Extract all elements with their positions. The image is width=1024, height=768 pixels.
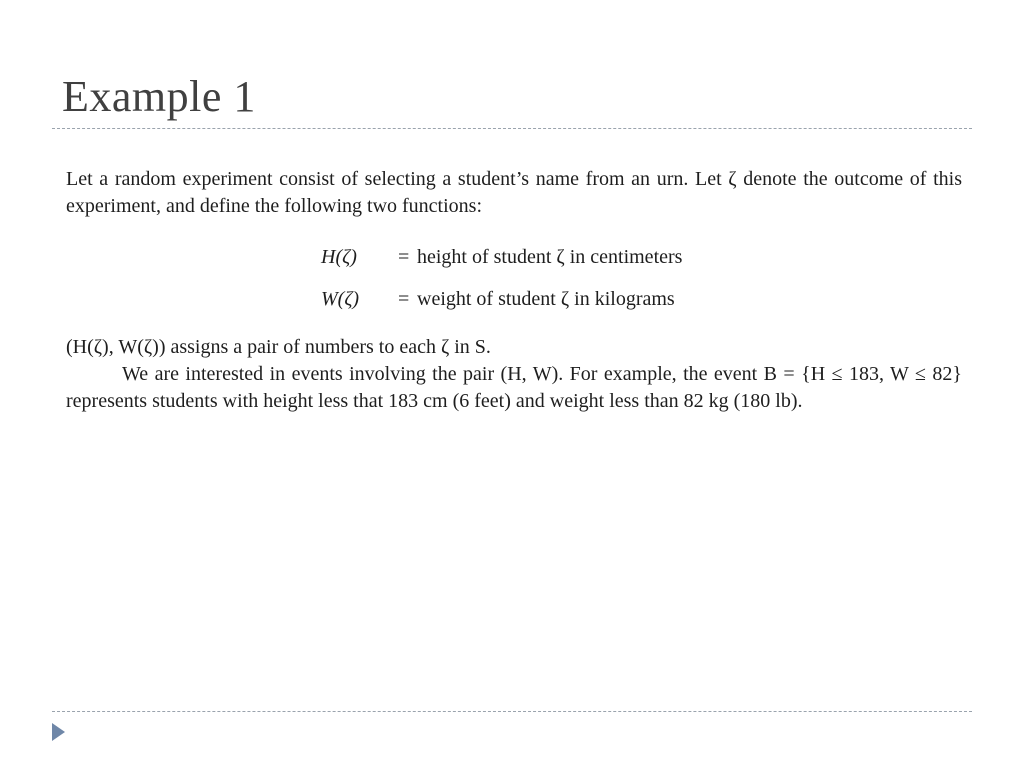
event-paragraph: We are interested in events involving the pair (H, W). For example, the event B = {H ≤ 183, W ≤ 82} represents students with height less that 183 cm (6 feet) and weight less than 82 kg (180 lb). [66,363,962,412]
equation-rhs: height of student ζ in centimeters [417,246,683,268]
pair-paragraph: (H(ζ), W(ζ)) assigns a pair of numbers to each ζ in S. [66,336,491,358]
slide-body [66,166,962,415]
equation-rhs: weight of student ζ in kilograms [417,288,675,310]
equation-lhs: W(ζ) [321,288,360,310]
title-divider [52,128,972,129]
footer-divider [52,711,972,712]
equation-height [321,236,962,278]
equation-lhs: H(ζ) [321,246,357,268]
intro-paragraph: Let a random experiment consist of selecting a student’s name from an urn. Let ζ denote the outcome of this experiment, and define the following two functions: [66,168,962,217]
equation-weight [321,278,962,320]
equals-sign: = [398,246,410,268]
equation-block [321,236,962,320]
triangle-bullet-icon [52,723,65,741]
slide-title: Example 1 [62,72,256,121]
equals-sign: = [398,288,410,310]
